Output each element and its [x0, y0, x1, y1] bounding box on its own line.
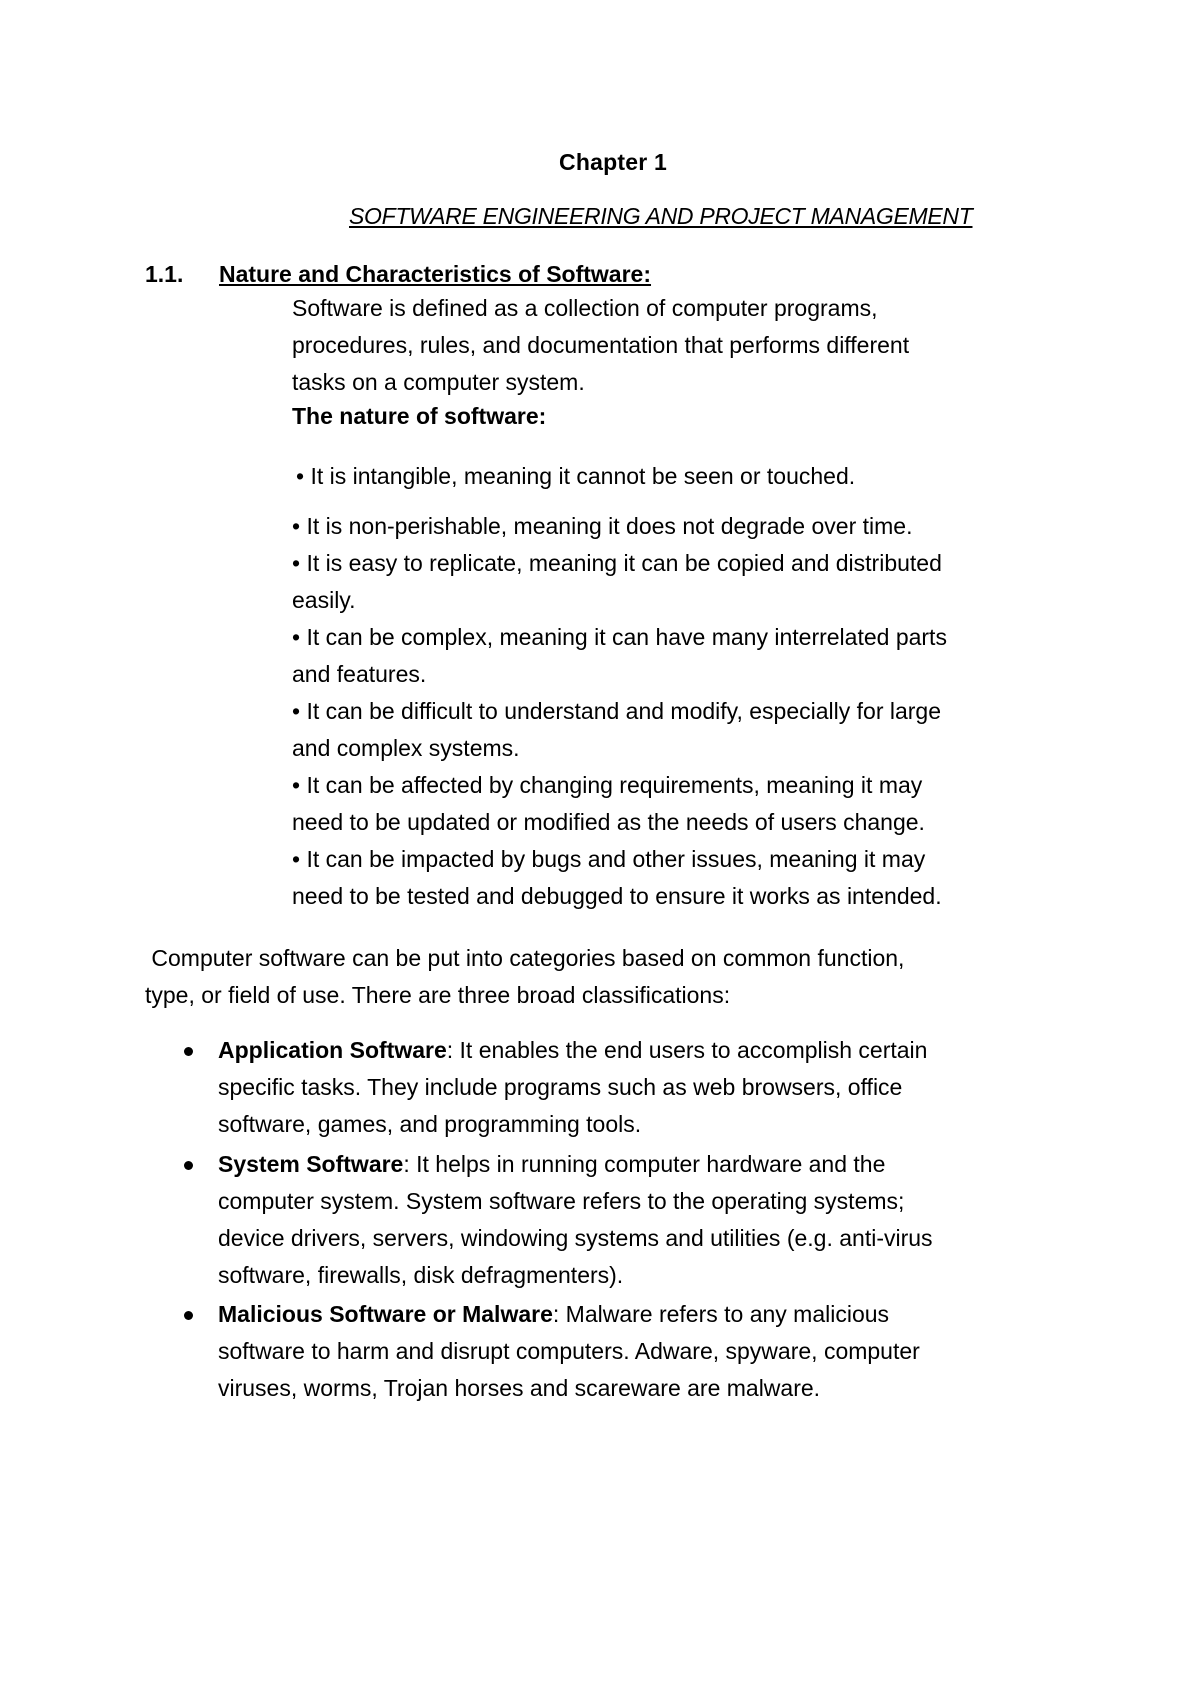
intro-paragraph — [292, 290, 1072, 401]
nature-line: • It is easy to replicate, meaning it can be copied and distributed — [292, 550, 942, 576]
classification-item-malware — [218, 1296, 1058, 1407]
bullet-icon — [184, 1047, 193, 1056]
classification-item-application — [218, 1032, 1058, 1143]
classification-item-system — [218, 1146, 1058, 1294]
nature-line: and features. — [292, 661, 427, 687]
paragraph-line: type, or field of use. There are three broad classifications: — [145, 982, 731, 1008]
section-title: Nature and Characteristics of Software: — [219, 261, 652, 287]
nature-line: • It can be complex, meaning it can have many interrelated parts — [292, 624, 947, 650]
bullet-icon — [184, 1161, 193, 1170]
classification-text: viruses, worms, Trojan horses and scareware are malware. — [218, 1375, 821, 1401]
nature-line: and complex systems. — [292, 735, 520, 761]
classification-text: : It helps in running computer hardware and the — [403, 1151, 886, 1177]
intro-line: tasks on a computer system. — [292, 369, 585, 395]
nature-line: need to be tested and debugged to ensure it works as intended. — [292, 883, 942, 909]
nature-line: • It can be impacted by bugs and other issues, meaning it may — [292, 846, 926, 872]
chapter-title: Chapter 1 — [559, 149, 667, 175]
classification-term: Application Software — [218, 1037, 447, 1063]
classification-term: Malicious Software or Malware — [218, 1301, 553, 1327]
nature-line: • It is non-perishable, meaning it does not degrade over time. — [292, 513, 913, 539]
nature-heading: The nature of software: — [292, 403, 547, 429]
classification-text: specific tasks. They include programs such as web browsers, office — [218, 1074, 903, 1100]
classification-paragraph — [145, 940, 1045, 1014]
intro-line: Software is defined as a collection of computer programs, — [292, 295, 878, 321]
nature-line: • It can be affected by changing requirements, meaning it may — [292, 772, 923, 798]
bullet-icon — [184, 1311, 193, 1320]
classification-text: software, firewalls, disk defragmenters). — [218, 1262, 624, 1288]
classification-text: : It enables the end users to accomplish certain — [446, 1037, 928, 1063]
nature-line: need to be updated or modified as the needs of users change. — [292, 809, 925, 835]
classification-text: computer system. System software refers to the operating systems; — [218, 1188, 905, 1214]
classification-text: : Malware refers to any malicious — [552, 1301, 890, 1327]
section-number: 1.1. — [145, 261, 184, 287]
classification-term: System Software — [218, 1151, 404, 1177]
classification-text: software to harm and disrupt computers. Adware, spyware, computer — [218, 1338, 920, 1364]
paragraph-line: Computer software can be put into categories based on common function, — [145, 945, 905, 971]
nature-line: easily. — [292, 587, 356, 613]
chapter-subtitle: SOFTWARE ENGINEERING AND PROJECT MANAGEMENT — [349, 203, 973, 229]
classification-text: device drivers, servers, windowing systems and utilities (e.g. anti-virus — [218, 1225, 933, 1251]
nature-line: • It can be difficult to understand and modify, especially for large — [292, 698, 942, 724]
nature-bullet-first: • It is intangible, meaning it cannot be seen or touched. — [296, 463, 856, 489]
nature-bullet-list — [292, 508, 1072, 915]
intro-line: procedures, rules, and documentation that performs different — [292, 332, 910, 358]
classification-text: software, games, and programming tools. — [218, 1111, 642, 1137]
